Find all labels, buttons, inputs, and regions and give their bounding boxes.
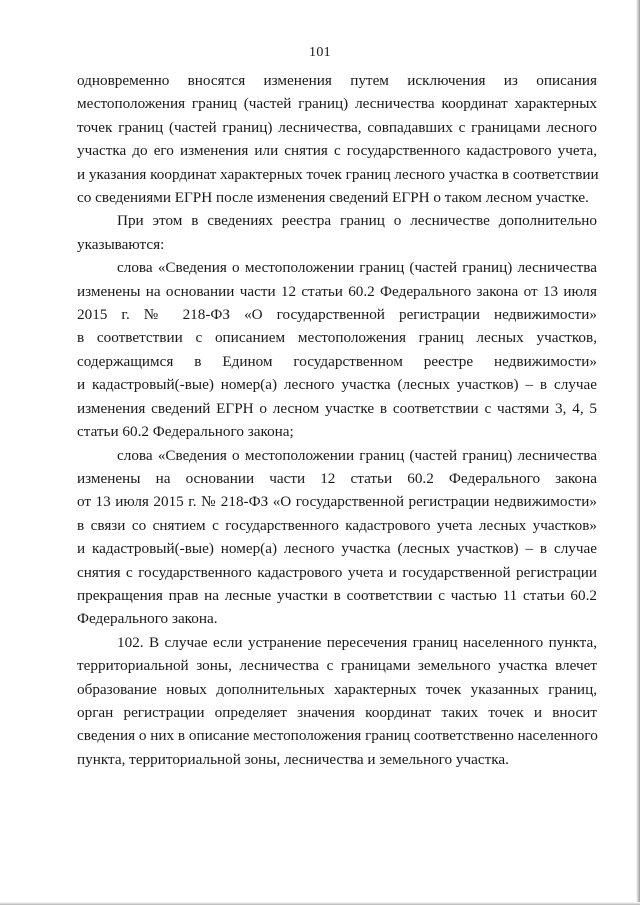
text-line: сведения о них в описание местоположения границ соответственно населенного — [77, 727, 598, 745]
text-line: участка до его изменения или снятия с государственного кадастрового учета, — [77, 142, 597, 160]
paragraph — [77, 631, 597, 771]
text-line: и кадастровый(-вые) номер(а) лесного участка (лесных участков) – в случае — [77, 540, 597, 558]
paragraph — [77, 69, 597, 209]
text-line: в соответствии с описанием местоположения границ лесных участков, — [77, 329, 597, 347]
paragraph — [77, 444, 597, 631]
text-line: прекращения прав на лесные участки в соответствии с частью 11 статьи 60.2 — [77, 586, 597, 604]
page-number: 101 — [309, 45, 331, 60]
text-line: одновременно вносятся изменения путем исключения из описания — [77, 72, 597, 89]
text-line: в связи со снятием с государственного кадастрового учета лесных участков» — [77, 516, 597, 534]
text-line: точек границ (частей границ) лесничества, совпадавших с границами лесного — [77, 118, 597, 136]
text-line: образование новых дополнительных характерных точек указанных границ, — [77, 680, 597, 698]
text-line: территориальной зоны, лесничества с границами земельного участка влечет — [77, 657, 597, 675]
text-line: 2015 г. № 218-ФЗ «О государственной регистрации недвижимости» — [77, 306, 597, 324]
scan-edge-right — [636, 0, 640, 905]
text-line: статьи 60.2 Федерального закона; — [77, 423, 294, 441]
text-line: При этом в сведениях реестра границ о лесничестве дополнительно — [117, 212, 597, 230]
text-line: Федерального закона. — [77, 610, 218, 628]
text-line: изменены на основании части 12 статьи 60.2 Федерального закона от 13 июля — [77, 282, 597, 300]
text-line: изменения сведений ЕГРН о лесном участке в соответствии с частями 3, 4, 5 — [77, 399, 597, 417]
text-line: слова «Сведения о местоположении границ (частей границ) лесничества — [117, 446, 597, 464]
text-line: изменены на основании части 12 статьи 60.2 Федерального закона — [77, 469, 597, 487]
text-line: снятия с государственного кадастрового учета и государственной регистрации — [77, 563, 597, 581]
text-line: пункта, территориальной зоны, лесничества и земельного участка. — [77, 750, 509, 768]
text-line: слова «Сведения о местоположении границ (частей границ) лесничества — [117, 259, 597, 277]
text-line: от 13 июля 2015 г. № 218-ФЗ «О государственной регистрации недвижимости» — [77, 493, 597, 511]
text-line: и кадастровый(-вые) номер(а) лесного участка (лесных участков) – в случае — [77, 376, 597, 394]
paragraph — [77, 256, 597, 443]
text-line: орган регистрации определяет значения координат таких точек и вносит — [77, 703, 597, 721]
text-line: местоположения границ (частей границ) лесничества координат характерных — [77, 95, 597, 113]
text-line: указываются: — [77, 235, 165, 253]
text-line: и указания координат характерных точек границ лесного участка в соответствии — [77, 165, 599, 183]
text-line: со сведениями ЕГРН после изменения сведений ЕГРН о таком лесном участке. — [77, 189, 589, 207]
paragraph — [77, 209, 597, 256]
document-body — [77, 69, 597, 771]
text-line: содержащимся в Едином государственном реестре недвижимости» — [77, 352, 597, 370]
text-line: 102. В случае если устранение пересечения границ населенного пункта, — [117, 633, 597, 651]
